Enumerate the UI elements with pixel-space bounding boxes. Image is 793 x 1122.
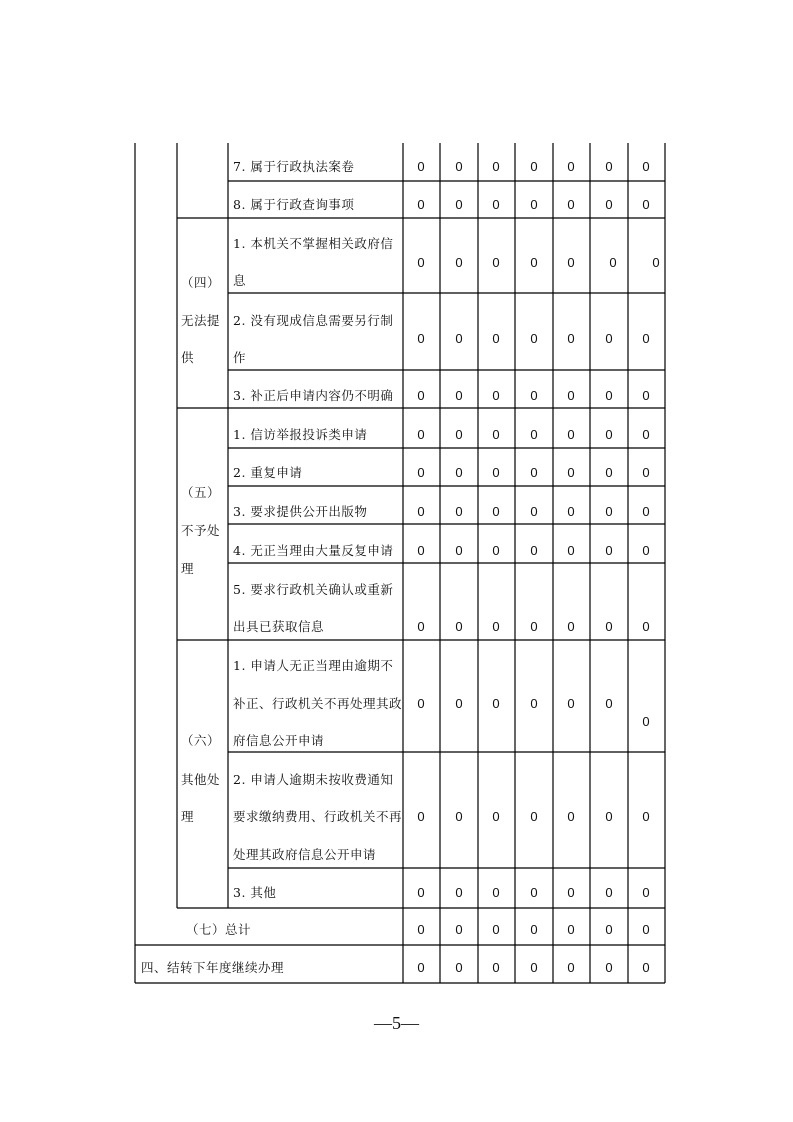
value-cell: 0 [605, 465, 613, 480]
row-label: 1. 信访举报投诉类申请 [233, 427, 368, 442]
value-cell: 0 [455, 619, 463, 634]
row-label: 息 [233, 273, 247, 288]
row-label: 4. 无正当理由大量反复申请 [233, 543, 394, 558]
value-cell: 0 [605, 388, 613, 403]
value-cell: 0 [492, 504, 500, 519]
value-cell: 0 [605, 504, 613, 519]
value-cell: 0 [605, 619, 613, 634]
value-cell: 0 [455, 504, 463, 519]
row-label: 7. 属于行政执法案卷 [233, 159, 355, 174]
value-cell: 0 [530, 255, 538, 270]
row-label: 要求缴纳费用、行政机关不再 [233, 809, 403, 824]
value-cell: 0 [605, 885, 613, 900]
value-cell: 0 [492, 159, 500, 174]
row-label: 2. 申请人逾期未按收费通知 [233, 772, 394, 787]
carry-over-label: 四、结转下年度继续办理 [141, 960, 285, 975]
value-cell: 0 [530, 885, 538, 900]
value-cell: 0 [605, 331, 613, 346]
value-cell: 0 [567, 388, 575, 403]
value-cell: 0 [492, 465, 500, 480]
value-cell: 0 [492, 619, 500, 634]
value-cell: 0 [530, 809, 538, 824]
row-label: 3. 要求提供公开出版物 [233, 504, 368, 519]
page-number: —5— [374, 1013, 419, 1033]
value-cell: 0 [492, 543, 500, 558]
value-cell: 0 [417, 465, 425, 480]
value-cell: 0 [455, 388, 463, 403]
value-cell: 0 [417, 543, 425, 558]
row-label: 处理其政府信息公开申请 [233, 847, 377, 862]
value-cell: 0 [492, 922, 500, 937]
value-cell: 0 [567, 331, 575, 346]
value-cell: 0 [455, 696, 463, 711]
value-cell: 0 [642, 619, 650, 634]
value-cell: 0 [605, 696, 613, 711]
value-cell: 0 [567, 427, 575, 442]
value-cell: 0 [530, 388, 538, 403]
value-cell: 0 [567, 885, 575, 900]
value-cell: 0 [609, 255, 617, 270]
value-cell: 0 [642, 809, 650, 824]
value-cell: 0 [455, 255, 463, 270]
value-cell: 0 [417, 809, 425, 824]
value-cell: 0 [642, 427, 650, 442]
value-cell: 0 [417, 922, 425, 937]
value-cell: 0 [605, 922, 613, 937]
value-cell: 0 [455, 809, 463, 824]
value-cell: 0 [492, 809, 500, 824]
value-cell: 0 [530, 427, 538, 442]
value-cell: 0 [417, 388, 425, 403]
value-cell: 0 [417, 197, 425, 212]
value-cell: 0 [652, 255, 660, 270]
row-label: 出具已获取信息 [233, 619, 325, 634]
row-label: 5. 要求行政机关确认或重新 [233, 582, 394, 597]
value-cell: 0 [567, 960, 575, 975]
value-cell: 0 [642, 159, 650, 174]
row-label: 补正、行政机关不再处理其政 [233, 696, 403, 711]
value-cell: 0 [455, 922, 463, 937]
value-cell: 0 [530, 543, 538, 558]
value-cell: 0 [455, 543, 463, 558]
value-cell: 0 [530, 197, 538, 212]
value-cell: 0 [492, 960, 500, 975]
value-cell: 0 [605, 809, 613, 824]
value-cell: 0 [567, 504, 575, 519]
value-cell: 0 [492, 696, 500, 711]
value-cell: 0 [567, 543, 575, 558]
value-cell: 0 [455, 331, 463, 346]
value-cell: 0 [567, 696, 575, 711]
value-cell: 0 [605, 427, 613, 442]
row-label: 1. 申请人无正当理由逾期不 [233, 658, 394, 673]
value-cell: 0 [455, 885, 463, 900]
value-cell: 0 [530, 922, 538, 937]
value-cell: 0 [642, 465, 650, 480]
value-cell: 0 [455, 427, 463, 442]
value-cell: 0 [605, 543, 613, 558]
value-cell: 0 [642, 714, 650, 729]
value-cell: 0 [567, 809, 575, 824]
value-cell: 0 [492, 388, 500, 403]
value-cell: 0 [530, 331, 538, 346]
value-cell: 0 [492, 331, 500, 346]
row-label: 8. 属于行政查询事项 [233, 197, 355, 212]
value-cell: 0 [642, 197, 650, 212]
row-label: 2. 重复申请 [233, 465, 303, 480]
value-cell: 0 [567, 159, 575, 174]
value-cell: 0 [567, 619, 575, 634]
value-cell: 0 [417, 159, 425, 174]
value-cell: 0 [417, 696, 425, 711]
value-cell: 0 [417, 504, 425, 519]
value-cell: 0 [642, 885, 650, 900]
value-cell: 0 [605, 197, 613, 212]
value-cell: 0 [642, 922, 650, 937]
value-cell: 0 [455, 465, 463, 480]
value-cell: 0 [492, 427, 500, 442]
value-cell: 0 [605, 960, 613, 975]
value-cell: 0 [455, 960, 463, 975]
value-cell: 0 [605, 159, 613, 174]
row-label: 作 [233, 350, 247, 365]
value-cell: 0 [530, 159, 538, 174]
value-cell: 0 [642, 960, 650, 975]
value-cell: 0 [567, 197, 575, 212]
row-label: 3. 其他 [233, 885, 277, 900]
value-cell: 0 [642, 388, 650, 403]
value-cell: 0 [417, 427, 425, 442]
value-cell: 0 [530, 960, 538, 975]
value-cell: 0 [530, 619, 538, 634]
value-cell: 0 [417, 255, 425, 270]
value-cell: 0 [492, 197, 500, 212]
value-cell: 0 [417, 885, 425, 900]
value-cell: 0 [530, 696, 538, 711]
value-cell: 0 [567, 465, 575, 480]
value-cell: 0 [642, 504, 650, 519]
value-cell: 0 [642, 331, 650, 346]
row-label: 府信息公开申请 [233, 733, 325, 748]
value-cell: 0 [417, 331, 425, 346]
value-cell: 0 [642, 543, 650, 558]
row-label: 2. 没有现成信息需要另行制 [233, 313, 394, 328]
total-label: （七）总计 [186, 922, 252, 937]
value-cell: 0 [492, 885, 500, 900]
value-cell: 0 [530, 465, 538, 480]
value-cell: 0 [417, 960, 425, 975]
value-cell: 0 [567, 922, 575, 937]
row-label: 3. 补正后申请内容仍不明确 [233, 388, 394, 403]
row-label: 1. 本机关不掌握相关政府信 [233, 236, 394, 251]
value-cell: 0 [455, 197, 463, 212]
value-cell: 0 [455, 159, 463, 174]
value-cell: 0 [492, 255, 500, 270]
value-cell: 0 [567, 255, 575, 270]
value-cell: 0 [417, 619, 425, 634]
value-cell: 0 [530, 504, 538, 519]
